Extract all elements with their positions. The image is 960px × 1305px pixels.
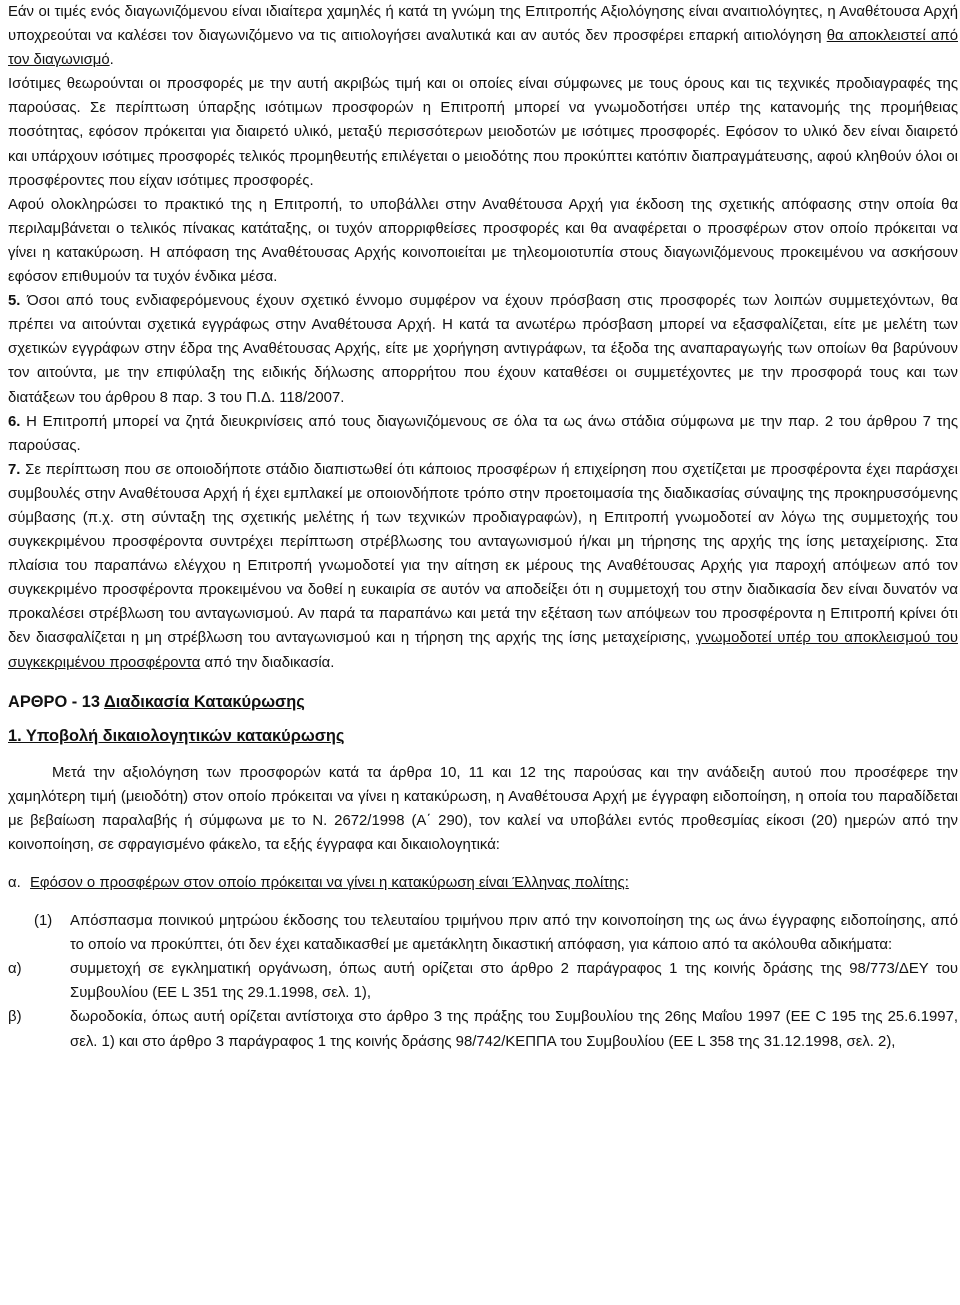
list-text: Εφόσον ο προσφέρων στον οποίο πρόκειται να γίνει η κατακύρωση είναι Έλληνας πολίτης: (30, 875, 629, 891)
list-label: β) (8, 1009, 22, 1026)
list-label: α) (8, 961, 22, 978)
list-item-1 (8, 909, 958, 957)
list-text: Απόσπασμα ποινικού μητρώου έκδοσης του τελευταίου τριμήνου πριν από την κοινοποίηση της ως άνω έγγραφης ειδοποίησης, από το οποίο να προκύπτει, ότι δεν έχει καταδικασθεί με αμετάκλητη δικαστική απόφαση, για κάποιο από τα ακόλουθα αδικήματα: (70, 913, 958, 954)
list-label: α. (8, 875, 21, 891)
paragraph-7-conflict: 7. Σε περίπτωση που σε οποιοδήποτε στάδιο διαπιστωθεί ότι κάποιος προσφέρων ή επιχείρηση που σχετίζεται με προσφέροντα έχει παράσχει συμβουλές στην Αναθέτουσα Αρχή ή έχει εμπλακεί με οποιονδήποτε τρόπο στην προετοιμασία της διαδικασίας σύναψης της προκηρυσσόμενης σύμβασης (π.χ. στη σύνταξη της σχετικής μελέτης ή των τεχνικών προδιαγραφών), η Επιτροπή γνωμοδοτεί αν λόγω της συμμετοχής του συγκεκριμένου προσφέροντα συντρέχει περίπτωση στρέβλωσης του ανταγωνισμού ή/και μη τήρησης της αρχής της ίσης μεταχείρισης. Στα πλαίσια του παραπάνω ελέγχου η Επιτροπή γνωμοδοτεί για την αίτηση εκ μέρους της Αναθέτουσας Αρχής για παροχή απόψεων από τον συγκεκριμένο προσφέροντα προκειμένου να δοθεί η ευκαιρία σε αυτόν να αποδείξει ότι η συμμετοχή του στην διαδικασία δεν είναι δυνατόν να προκαλέσει στρέβλωση του ανταγωνισμού. Αν παρά τα παραπάνω και μετά την εξέταση των απόψεων του προσφέροντα η Επιτροπή κρίνει ότι δεν διασφαλίζεται η μη στρέβλωση του ανταγωνισμού και η τήρηση της αρχής της ίσης μεταχείρισης, γνωμοδοτεί υπέρ του αποκλεισμού του συγκεκριμένου προσφέροντα από την διαδικασία. (8, 461, 958, 671)
paragraph-submission: Μετά την αξιολόγηση των προσφορών κατά τα άρθρα 10, 11 και 12 της παρούσας και την ανάδειξη αυτού που προσέφερε την χαμηλότερη τιμή (μειοδότη) στον οποίο πρόκειται να γίνει η κατακύρωση, η Αναθέτουσα Αρχή με έγγραφη ειδοποίηση, η οποία του παραδίδεται με βεβαίωση παραλαβής ή σύμφωνα με το Ν. 2672/1998 (Α΄ 290), τον καλεί να υποβάλει εντός προθεσμίας είκοσι (20) ημερών από την κοινοποίηση, σε σφραγισμένο φάκελο, τα εξής έγγραφα και δικαιολογητικά: (8, 764, 958, 853)
paragraph-equal-offers: Ισότιμες θεωρούνται οι προσφορές με την αυτή ακριβώς τιμή και οι οποίες είναι σύμφωνες με τους όρους και τις τεχνικές προδιαγραφές της παρούσας. Σε περίπτωση ύπαρξης ισότιμων προσφορών η Επιτροπή μπορεί να γνωμοδοτήσει υπέρ της κατανομής της προμήθειας ποσότητας, εφόσον πρόκειται για διαιρετό υλικό, μεταξύ περισσότερων μειοδοτών με ισότιμες προσφορές. Εφόσον το υλικό δεν είναι διαιρετό και υπάρχουν ισότιμες προσφορές τελικός προμηθευτής επιλέγεται ο μειοδότης που προκύπτει κατόπιν διαπραγμάτευσης, αφού κληθούν όλοι οι προσφέροντες που είχαν ισότιμες προσφορές. (8, 76, 958, 189)
article-heading: ΑΡΘΡΟ - 13 Διαδικασία Κατακύρωσης (8, 692, 305, 711)
list-label: (1) (34, 913, 53, 930)
paragraph-number: 6. (8, 413, 21, 430)
paragraph-5-access: 5. Όσοι από τους ενδιαφερόμενους έχουν σχετικό έννομο συμφέρον να έχουν πρόσβαση στις προσφορές των λοιπών συμμετεχόντων, θα πρέπει να αιτούνται σχετικά εγγράφως στην Αναθέτουσα Αρχή. Η κατά τα ανωτέρω πρόσβαση μπορεί να εξασφαλίζεται, είτε με μελέτη των σχετικών εγγράφων στην έδρα της Αναθέτουσας Αρχής, είτε με χορήγηση αντιγράφων, τα έξοδα της αναπαραγωγής των οποίων θα βαρύνουν τον αιτούντα, με την επιφύλαξη της ειδικής δήλωσης απορρήτου που έχουν καταθέσει οι συμμετέχοντες με την προσφορά τους και των διατάξεων του άρθρου 8 παρ. 3 του Π.Δ. 118/2007. (8, 293, 958, 406)
list-item-alpha (8, 871, 958, 895)
paragraph-committee-report: Αφού ολοκληρώσει το πρακτικό της η Επιτροπή, το υποβάλλει στην Αναθέτουσα Αρχή για έκδοση της σχετικής απόφασης στην οποία θα περιλαμβάνεται ο τελικός πίνακας κατάταξης, οι τυχόν απορριφθείσες προσφορές και θα αναφέρεται ο προσφέρων στον οποίο πρόκειται να γίνει η κατακύρωση. Η απόφαση της Αναθέτουσας Αρχής κοινοποιείται με τηλεομοιοτυπία στους διαγωνιζόμενους προκειμένου να ασκήσουν εφόσον επιθυμούν τα τυχόν ένδικα μέσα. (8, 196, 958, 286)
article-title: Διαδικασία Κατακύρωσης (103, 692, 305, 711)
exclusion-clause: θα αποκλειστεί από τον διαγωνισμό (8, 28, 959, 69)
list-item (8, 957, 958, 1005)
section-heading: 1. Υποβολή δικαιολογητικών κατακύρωσης (8, 726, 345, 745)
paragraph-6-clarifications: 6. Η Επιτροπή μπορεί να ζητά διευκρινίσεις από τους διαγωνιζόμενους σε όλα τα ως άνω στάδια σύμφωνα με την παρ. 2 του άρθρου 7 της παρούσας. (8, 413, 958, 454)
exclusion-opinion: γνωμοδοτεί υπέρ του αποκλεισμού του συγκεκριμένου προσφέροντα (8, 630, 958, 671)
paragraph-low-prices: Εάν οι τιμές ενός διαγωνιζόμενου είναι ιδιαίτερα χαμηλές ή κατά τη γνώμη της Επιτροπής Αξιολόγησης είναι αναιτιολόγητες, η Αναθέτουσα Αρχή υποχρεούται να καλέσει τον διαγωνιζόμενο να τις αιτιολογήσει αναλυτικά και αν αυτός δεν προσφέρει επαρκή αιτιολόγηση θα αποκλειστεί από τον διαγωνισμό. (8, 4, 959, 69)
paragraph-number: 5. (8, 293, 21, 310)
list-text: δωροδοκία, όπως αυτή ορίζεται αντίστοιχα στο άρθρο 3 της πράξης του Συμβουλίου της 26ης Μαΐου 1997 (ΕΕ C 195 της 25.6.1997, σελ. 1) και στο άρθρο 3 παράγραφος 1 της κοινής δράσης 98/742/ΚΕΠΠΑ του Συμβουλίου (ΕΕ L 358 της 31.12.1998, σελ. 2), (70, 1009, 958, 1050)
list-item (8, 1005, 958, 1053)
list-text: συμμετοχή σε εγκληματική οργάνωση, όπως αυτή ορίζεται στο άρθρο 2 παράγραφος 1 της κοινής δράσης της 98/773/ΔΕΥ του Συμβουλίου (ΕΕ L 351 της 29.1.1998, σελ. 1), (70, 961, 958, 1002)
paragraph-number: 7. (8, 461, 21, 478)
document-page (8, 0, 958, 1054)
